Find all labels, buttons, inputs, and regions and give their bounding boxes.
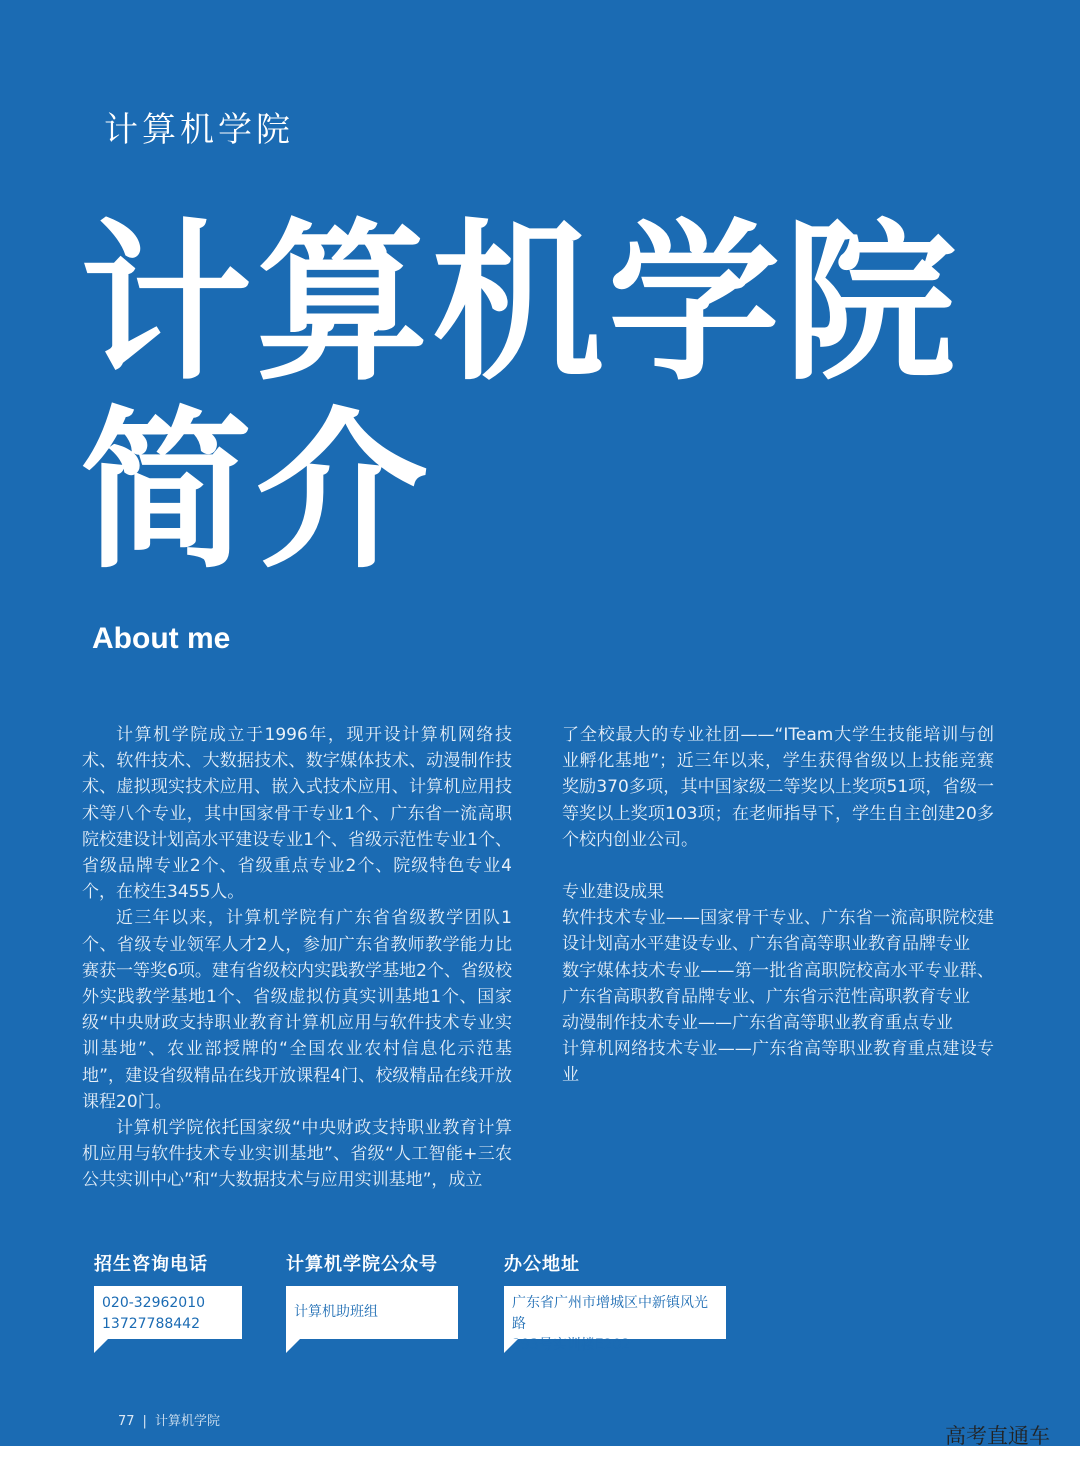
contact-address-bubble [504, 1286, 726, 1353]
header-label: 计算机学院 [104, 110, 294, 150]
contact-phone-title: 招生咨询电话 [94, 1254, 208, 1275]
footer-separator: | [142, 1414, 147, 1429]
left-text-column [82, 722, 512, 1194]
contact-address [504, 1250, 726, 1353]
about-subtitle: About me [92, 622, 231, 655]
achievements-title: 专业建设成果 [562, 882, 664, 903]
contact-phone [94, 1250, 242, 1339]
achievement-item: 动漫制作技术专业——广东省高等职业教育重点专业 [562, 1013, 953, 1034]
right-text-column [562, 722, 994, 1089]
phone-number: 020-32962010 [102, 1295, 206, 1311]
watermark: 高考直通车 [945, 1424, 1050, 1448]
contact-address-title: 办公地址 [504, 1254, 580, 1275]
page-footer [118, 1410, 220, 1429]
achievement-item: 计算机网络技术专业——广东省高等职业教育重点建设专业 [562, 1039, 994, 1086]
footer-label: 计算机学院 [154, 1414, 220, 1429]
page-title-line-1: 计算机学院 [80, 203, 960, 404]
training-base-paragraph: 计算机学院依托国家级“中央财政支持职业教育计算机应用与软件技术专业实训基地”、省级“人工智能+三农公共实训中心”和“大数据技术与应用实训基地”，成立 [82, 1118, 512, 1191]
address-line: 393号实训楼E202 [512, 1337, 631, 1353]
address-line: 广东省广州市增城区中新镇风光路 [512, 1295, 708, 1332]
wechat-account: 计算机助班组 [294, 1304, 378, 1320]
recent-achievements-paragraph: 近三年以来，计算机学院有广东省省级教学团队1个、省级专业领军人才2人，参加广东省教师教学能力比赛获一等奖6项。建有省级校内实践教学基地2个、省级校外实践教学基地1个、省级虚拟仿真实训基地1个、国家级“中央财政支持职业教育计算机应用与软件技术专业实训基地”、农业部授牌的“全国农业农村信息化示范基地”，建设省级精品在线开放课程4门、校级精品在线开放课程20门。 [82, 908, 512, 1112]
achievement-item: 数字媒体技术专业——第一批省高职院校高水平专业群、广东省高职教育品牌专业、广东省示范性高职教育专业 [562, 960, 994, 1007]
contact-phone-bubble [94, 1286, 242, 1339]
page-title [80, 203, 960, 592]
contact-wechat-bubble [286, 1286, 458, 1339]
achievement-item: 软件技术专业——国家骨干专业、广东省一流高职院校建设计划高水平建设专业、广东省高等职业教育品牌专业 [562, 908, 994, 955]
contact-wechat-title: 计算机学院公众号 [286, 1254, 438, 1275]
page-title-line-2: 简介 [80, 391, 432, 592]
page-number: 77 [118, 1414, 135, 1429]
continuation-paragraph: 了全校最大的专业社团——“ITeam大学生技能培训与创业孵化基地”；近三年以来，学生获得省级以上技能竞赛奖励370多项，其中国家级二等奖以上奖项51项，省级一等奖以上奖项103项；在老师指导下，学生自主创建20多个校内创业公司。 [562, 725, 994, 850]
intro-paragraph: 计算机学院成立于1996年，现开设计算机网络技术、软件技术、大数据技术、数字媒体技术、动漫制作技术、虚拟现实技术应用、嵌入式技术应用、计算机应用技术等八个专业，其中国家骨干专业1个、广东省一流高职院校建设计划高水平建设专业1个、省级示范性专业1个、省级品牌专业2个、省级重点专业2个、院级特色专业4个，在校生3455人。 [82, 725, 512, 903]
contact-wechat [286, 1250, 458, 1339]
phone-number: 13727788442 [102, 1316, 200, 1332]
spacer [562, 853, 994, 879]
